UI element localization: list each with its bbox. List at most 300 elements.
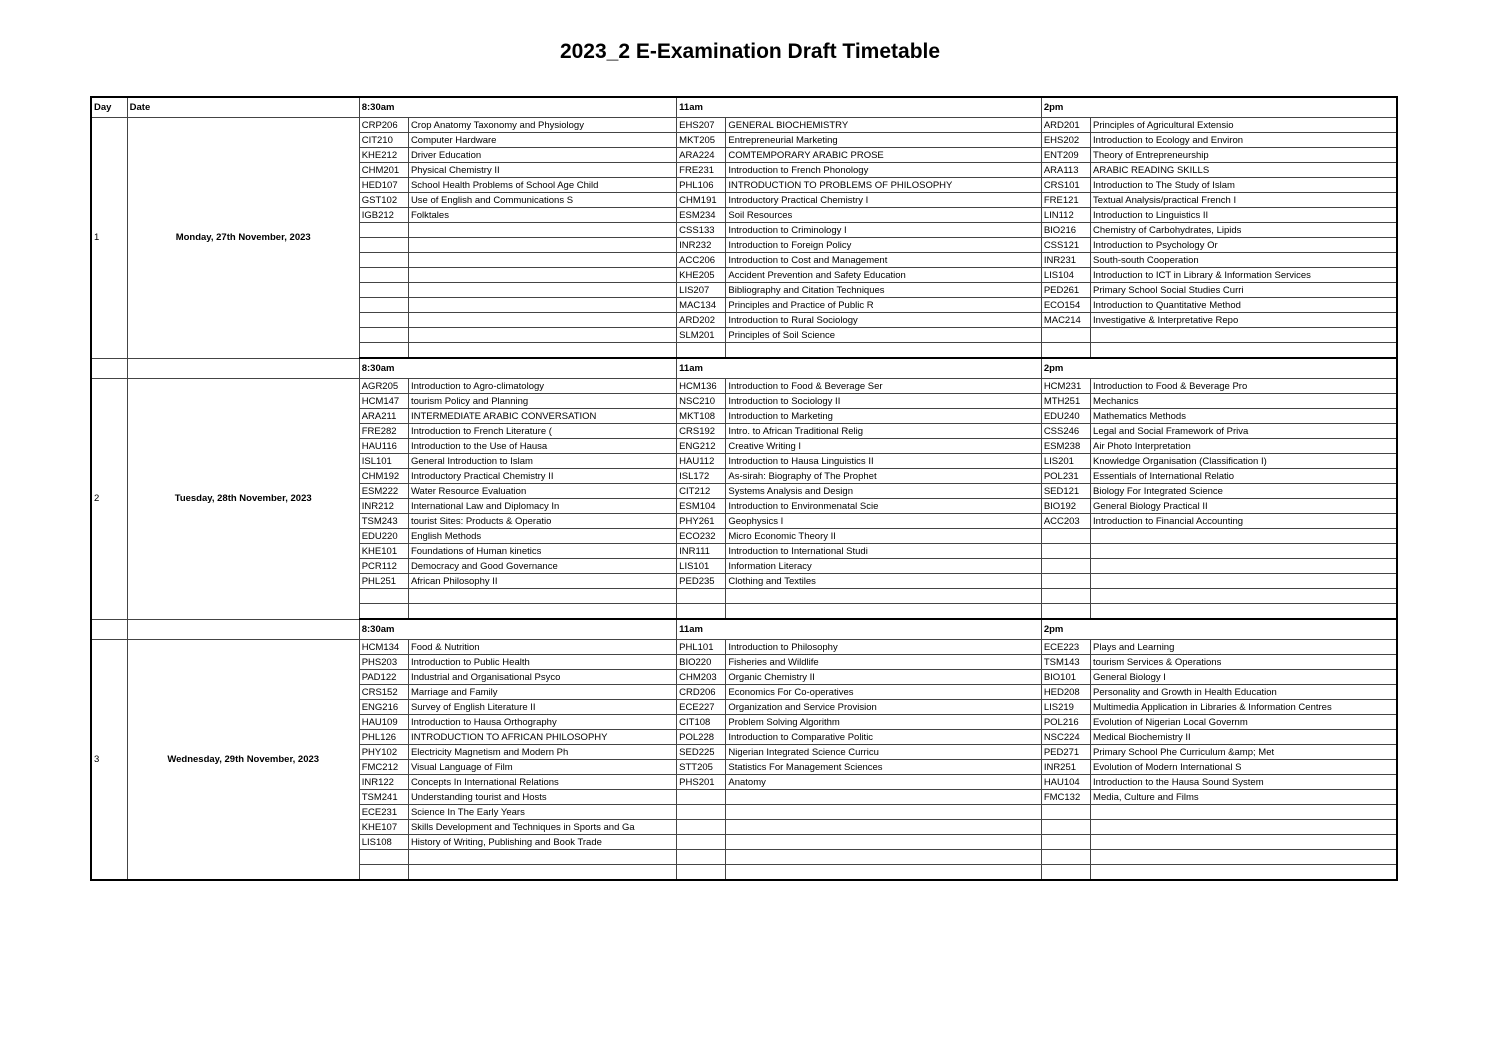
course-title: Plays and Learning: [1091, 640, 1397, 655]
course-title: Soil Resources: [726, 208, 1041, 223]
course-title: INTRODUCTION TO PROBLEMS OF PHILOSOPHY: [726, 178, 1041, 193]
course-code: [1041, 865, 1090, 881]
course-title: [408, 343, 676, 359]
course-title: Medical Biochemistry II: [1091, 730, 1397, 745]
course-title: Air Photo Interpretation: [1091, 439, 1397, 454]
course-title: Principles and Practice of Public R: [726, 298, 1041, 313]
course-code: ARD201: [1041, 118, 1090, 133]
course-code: LIS207: [677, 283, 726, 298]
course-title: [1091, 529, 1397, 544]
course-title: Bibliography and Citation Techniques: [726, 283, 1041, 298]
course-code: [1041, 604, 1090, 620]
course-title: Primary School Phe Curriculum &amp; Met: [1091, 745, 1397, 760]
course-code: [677, 604, 726, 620]
course-code: CIT212: [677, 484, 726, 499]
course-code: CHM192: [359, 469, 408, 484]
course-code: PHL106: [677, 178, 726, 193]
course-title: [1091, 574, 1397, 589]
header-slot-2pm: 2pm: [1041, 97, 1397, 118]
header-slot-830am: 8:30am: [359, 97, 676, 118]
course-title: As-sirah: Biography of The Prophet: [726, 469, 1041, 484]
course-code: HED107: [359, 178, 408, 193]
course-code: INR212: [359, 499, 408, 514]
course-title: Introduction to French Phonology: [726, 163, 1041, 178]
course-title: Introductory Practical Chemistry II: [408, 469, 676, 484]
course-code: ISL101: [359, 454, 408, 469]
course-code: HCM136: [677, 379, 726, 394]
course-title: Introduction to The Study of Islam: [1091, 178, 1397, 193]
header-slot-11am: 11am: [677, 97, 1042, 118]
course-title: International Law and Diplomacy In: [408, 499, 676, 514]
course-code: HAU104: [1041, 775, 1090, 790]
course-code: CHM201: [359, 163, 408, 178]
course-code: [359, 328, 408, 343]
course-code: ARA224: [677, 148, 726, 163]
course-code: BIO101: [1041, 670, 1090, 685]
course-title: [726, 343, 1041, 359]
course-title: Introduction to Linguistics II: [1091, 208, 1397, 223]
course-title: ARABIC READING SKILLS: [1091, 163, 1397, 178]
course-title: Crop Anatomy Taxonomy and Physiology: [408, 118, 676, 133]
course-code: [359, 589, 408, 604]
course-title: [408, 604, 676, 620]
course-title: Introduction to Food & Beverage Ser: [726, 379, 1041, 394]
empty-cell: [91, 358, 127, 379]
course-title: Introduction to Financial Accounting: [1091, 514, 1397, 529]
course-code: EHS202: [1041, 133, 1090, 148]
course-title: Computer Hardware: [408, 133, 676, 148]
course-title: Understanding tourist and Hosts: [408, 790, 676, 805]
course-title: [408, 253, 676, 268]
exam-date: Monday, 27th November, 2023: [127, 118, 359, 359]
header-row: [91, 97, 1397, 118]
course-code: LIN112: [1041, 208, 1090, 223]
course-title: Electricity Magnetism and Modern Ph: [408, 745, 676, 760]
course-title: Physical Chemistry II: [408, 163, 676, 178]
course-code: EDU240: [1041, 409, 1090, 424]
course-code: [359, 223, 408, 238]
course-code: [1041, 805, 1090, 820]
course-title: Personality and Growth in Health Education: [1091, 685, 1397, 700]
course-title: Mechanics: [1091, 394, 1397, 409]
course-title: Introduction to Hausa Linguistics II: [726, 454, 1041, 469]
slot-header-row: [91, 619, 1397, 640]
slot-header-row: [91, 358, 1397, 379]
course-code: ECE223: [1041, 640, 1090, 655]
course-code: ACC203: [1041, 514, 1090, 529]
course-title: Introduction to Environmenatal Scie: [726, 499, 1041, 514]
course-code: PAD122: [359, 670, 408, 685]
day-number: 1: [91, 118, 127, 359]
course-code: PHL251: [359, 574, 408, 589]
course-title: INTRODUCTION TO AFRICAN PHILOSOPHY: [408, 730, 676, 745]
course-title: Evolution of Nigerian Local Governm: [1091, 715, 1397, 730]
course-title: tourism Services & Operations: [1091, 655, 1397, 670]
course-code: [1041, 328, 1090, 343]
course-title: History of Writing, Publishing and Book Trade: [408, 835, 676, 850]
course-title: [1091, 544, 1397, 559]
course-code: CHM203: [677, 670, 726, 685]
course-title: Water Resource Evaluation: [408, 484, 676, 499]
course-title: Introduction to Ecology and Environ: [1091, 133, 1397, 148]
course-title: [408, 223, 676, 238]
course-code: [1041, 559, 1090, 574]
course-code: ARA211: [359, 409, 408, 424]
empty-cell: [91, 619, 127, 640]
course-code: [1041, 343, 1090, 359]
course-title: [408, 268, 676, 283]
course-code: [677, 850, 726, 865]
course-title: [408, 850, 676, 865]
course-title: Economics For Co-operatives: [726, 685, 1041, 700]
course-code: IGB212: [359, 208, 408, 223]
course-code: PHS201: [677, 775, 726, 790]
course-title: Introduction to ICT in Library & Information Services: [1091, 268, 1397, 283]
course-code: HAU109: [359, 715, 408, 730]
course-title: Survey of English Literature II: [408, 700, 676, 715]
course-title: Nigerian Integrated Science Curricu: [726, 745, 1041, 760]
course-code: POL228: [677, 730, 726, 745]
course-title: Driver Education: [408, 148, 676, 163]
course-code: LIS201: [1041, 454, 1090, 469]
course-code: [677, 343, 726, 359]
course-code: [359, 313, 408, 328]
course-title: Introduction to Foreign Policy: [726, 238, 1041, 253]
course-code: [1041, 544, 1090, 559]
course-title: Introduction to Marketing: [726, 409, 1041, 424]
course-title: Introduction to French Literature (: [408, 424, 676, 439]
course-title: [1091, 559, 1397, 574]
course-title: Media, Culture and Films: [1091, 790, 1397, 805]
course-title: Introduction to Philosophy: [726, 640, 1041, 655]
course-code: MKT108: [677, 409, 726, 424]
course-title: Fisheries and Wildlife: [726, 655, 1041, 670]
course-code: [677, 820, 726, 835]
course-code: [359, 865, 408, 881]
table-row: [91, 379, 1397, 394]
course-title: Knowledge Organisation (Classification I): [1091, 454, 1397, 469]
course-title: [1091, 805, 1397, 820]
header-date: Date: [127, 97, 359, 118]
course-title: [726, 604, 1041, 620]
course-title: Introduction to Psychology Or: [1091, 238, 1397, 253]
course-title: Intro. to African Traditional Relig: [726, 424, 1041, 439]
course-code: TSM241: [359, 790, 408, 805]
course-code: INR232: [677, 238, 726, 253]
slot-label: 2pm: [1041, 619, 1397, 640]
course-code: KHE107: [359, 820, 408, 835]
course-code: MTH251: [1041, 394, 1090, 409]
course-code: [677, 790, 726, 805]
course-title: Introduction to the Use of Hausa: [408, 439, 676, 454]
course-code: KHE212: [359, 148, 408, 163]
course-title: Essentials of International Relatio: [1091, 469, 1397, 484]
course-title: [1091, 343, 1397, 359]
course-title: Accident Prevention and Safety Education: [726, 268, 1041, 283]
course-title: [1091, 589, 1397, 604]
empty-cell: [127, 619, 359, 640]
course-title: Investigative & Interpretative Repo: [1091, 313, 1397, 328]
course-title: Introduction to Cost and Management: [726, 253, 1041, 268]
course-code: [359, 604, 408, 620]
course-title: [726, 589, 1041, 604]
exam-timetable: [90, 96, 1398, 881]
course-title: [726, 790, 1041, 805]
course-title: General Introduction to Islam: [408, 454, 676, 469]
course-code: ENT209: [1041, 148, 1090, 163]
course-code: MAC214: [1041, 313, 1090, 328]
course-code: CSS246: [1041, 424, 1090, 439]
course-title: tourism Policy and Planning: [408, 394, 676, 409]
course-title: Systems Analysis and Design: [726, 484, 1041, 499]
course-title: Entrepreneurial Marketing: [726, 133, 1041, 148]
course-code: [359, 283, 408, 298]
course-title: Introduction to Food & Beverage Pro: [1091, 379, 1397, 394]
course-code: [359, 238, 408, 253]
course-code: [677, 835, 726, 850]
slot-label: 8:30am: [359, 358, 676, 379]
course-code: PHL126: [359, 730, 408, 745]
course-title: [408, 589, 676, 604]
slot-label: 8:30am: [359, 619, 676, 640]
course-code: TSM243: [359, 514, 408, 529]
course-title: Introduction to Hausa Orthography: [408, 715, 676, 730]
course-title: African Philosophy II: [408, 574, 676, 589]
course-code: MAC134: [677, 298, 726, 313]
course-code: CIT108: [677, 715, 726, 730]
course-title: Chemistry of Carbohydrates, Lipids: [1091, 223, 1397, 238]
course-title: [408, 865, 676, 881]
course-code: CIT210: [359, 133, 408, 148]
course-code: CRS192: [677, 424, 726, 439]
timetable-body: [91, 97, 1397, 880]
course-title: [726, 805, 1041, 820]
course-code: KHE205: [677, 268, 726, 283]
course-title: [1091, 835, 1397, 850]
course-code: CRS101: [1041, 178, 1090, 193]
course-code: ECE227: [677, 700, 726, 715]
course-title: Clothing and Textiles: [726, 574, 1041, 589]
course-title: School Health Problems of School Age Child: [408, 178, 676, 193]
course-title: Introduction to Criminology I: [726, 223, 1041, 238]
course-title: Concepts In International Relations: [408, 775, 676, 790]
course-title: [408, 313, 676, 328]
course-title: Introductory Practical Chemistry I: [726, 193, 1041, 208]
course-code: INR251: [1041, 760, 1090, 775]
course-title: Industrial and Organisational Psyco: [408, 670, 676, 685]
course-code: ESM238: [1041, 439, 1090, 454]
course-code: CHM191: [677, 193, 726, 208]
course-code: ARD202: [677, 313, 726, 328]
course-code: INR122: [359, 775, 408, 790]
course-code: PHY102: [359, 745, 408, 760]
course-title: Introduction to the Hausa Sound System: [1091, 775, 1397, 790]
course-code: ISL172: [677, 469, 726, 484]
course-title: [726, 835, 1041, 850]
course-code: [359, 268, 408, 283]
course-code: [1041, 529, 1090, 544]
course-code: CRP206: [359, 118, 408, 133]
course-title: Mathematics Methods: [1091, 409, 1397, 424]
course-title: [1091, 328, 1397, 343]
course-code: CRS152: [359, 685, 408, 700]
course-title: INTERMEDIATE ARABIC CONVERSATION: [408, 409, 676, 424]
course-title: Introduction to Rural Sociology: [726, 313, 1041, 328]
day-number: 3: [91, 640, 127, 881]
course-code: BIO192: [1041, 499, 1090, 514]
course-code: BIO220: [677, 655, 726, 670]
course-code: CRD206: [677, 685, 726, 700]
course-code: MKT205: [677, 133, 726, 148]
day-number: 2: [91, 379, 127, 620]
course-title: Problem Solving Algorithm: [726, 715, 1041, 730]
course-title: Information Literacy: [726, 559, 1041, 574]
course-code: FRE282: [359, 424, 408, 439]
course-code: ECO154: [1041, 298, 1090, 313]
course-title: tourist Sites: Products & Operatio: [408, 514, 676, 529]
course-title: General Biology I: [1091, 670, 1397, 685]
course-code: ESM222: [359, 484, 408, 499]
course-title: General Biology Practical II: [1091, 499, 1397, 514]
course-code: KHE101: [359, 544, 408, 559]
course-code: GST102: [359, 193, 408, 208]
course-code: [1041, 820, 1090, 835]
course-title: Creative Writing I: [726, 439, 1041, 454]
course-title: Folktales: [408, 208, 676, 223]
course-title: [1091, 850, 1397, 865]
course-code: HCM231: [1041, 379, 1090, 394]
course-code: [359, 850, 408, 865]
course-code: [1041, 850, 1090, 865]
course-code: STT205: [677, 760, 726, 775]
course-code: HED208: [1041, 685, 1090, 700]
course-code: ECE231: [359, 805, 408, 820]
table-row: [91, 640, 1397, 655]
course-title: Anatomy: [726, 775, 1041, 790]
course-code: EDU220: [359, 529, 408, 544]
course-title: [726, 820, 1041, 835]
course-title: Introduction to Agro-climatology: [408, 379, 676, 394]
course-title: Introduction to Comparative Politic: [726, 730, 1041, 745]
course-title: Skills Development and Techniques in Sports and Ga: [408, 820, 676, 835]
course-code: ECO232: [677, 529, 726, 544]
course-title: [1091, 820, 1397, 835]
course-code: HCM147: [359, 394, 408, 409]
exam-date: Wednesday, 29th November, 2023: [127, 640, 359, 881]
course-code: CSS121: [1041, 238, 1090, 253]
course-code: AGR205: [359, 379, 408, 394]
course-code: [1041, 589, 1090, 604]
course-code: PED235: [677, 574, 726, 589]
course-code: SED225: [677, 745, 726, 760]
course-code: FRE231: [677, 163, 726, 178]
course-code: ESM104: [677, 499, 726, 514]
course-code: POL216: [1041, 715, 1090, 730]
slot-label: 2pm: [1041, 358, 1397, 379]
course-code: BIO216: [1041, 223, 1090, 238]
course-title: COMTEMPORARY ARABIC PROSE: [726, 148, 1041, 163]
course-title: Theory of Entrepreneurship: [1091, 148, 1397, 163]
course-title: South-south Cooperation: [1091, 253, 1397, 268]
course-code: HAU116: [359, 439, 408, 454]
course-code: LIS219: [1041, 700, 1090, 715]
course-code: [359, 298, 408, 313]
table-row: [91, 118, 1397, 133]
course-code: NSC224: [1041, 730, 1090, 745]
course-code: [359, 253, 408, 268]
course-title: [726, 865, 1041, 881]
course-code: [1041, 835, 1090, 850]
course-code: HCM134: [359, 640, 408, 655]
course-code: INR231: [1041, 253, 1090, 268]
course-code: PHY261: [677, 514, 726, 529]
course-title: Micro Economic Theory II: [726, 529, 1041, 544]
slot-label: 11am: [677, 619, 1042, 640]
course-code: PHL101: [677, 640, 726, 655]
course-title: Use of English and Communications S: [408, 193, 676, 208]
course-code: ACC206: [677, 253, 726, 268]
empty-cell: [127, 358, 359, 379]
exam-date: Tuesday, 28th November, 2023: [127, 379, 359, 620]
course-code: POL231: [1041, 469, 1090, 484]
course-code: PED271: [1041, 745, 1090, 760]
course-title: Introduction to Sociology II: [726, 394, 1041, 409]
course-code: SLM201: [677, 328, 726, 343]
course-title: Visual Language of Film: [408, 760, 676, 775]
course-title: Introduction to International Studi: [726, 544, 1041, 559]
course-code: FMC132: [1041, 790, 1090, 805]
course-code: [359, 343, 408, 359]
course-code: FRE121: [1041, 193, 1090, 208]
course-code: ARA113: [1041, 163, 1090, 178]
course-title: GENERAL BIOCHEMISTRY: [726, 118, 1041, 133]
course-title: Introduction to Public Health: [408, 655, 676, 670]
course-code: CSS133: [677, 223, 726, 238]
course-title: [408, 238, 676, 253]
course-title: [1091, 604, 1397, 620]
course-title: [1091, 865, 1397, 881]
course-code: ENG212: [677, 439, 726, 454]
course-title: Statistics For Management Sciences: [726, 760, 1041, 775]
course-title: [408, 298, 676, 313]
course-title: Evolution of Modern International S: [1091, 760, 1397, 775]
course-title: Organic Chemistry II: [726, 670, 1041, 685]
course-title: Principles of Agricultural Extensio: [1091, 118, 1397, 133]
course-code: [1041, 574, 1090, 589]
course-title: Science In The Early Years: [408, 805, 676, 820]
course-title: English Methods: [408, 529, 676, 544]
course-code: LIS108: [359, 835, 408, 850]
course-title: Principles of Soil Science: [726, 328, 1041, 343]
course-code: EHS207: [677, 118, 726, 133]
course-code: SED121: [1041, 484, 1090, 499]
course-code: NSC210: [677, 394, 726, 409]
course-code: [677, 805, 726, 820]
course-code: PHS203: [359, 655, 408, 670]
course-title: Organization and Service Provision: [726, 700, 1041, 715]
course-title: [408, 283, 676, 298]
course-title: Primary School Social Studies Curri: [1091, 283, 1397, 298]
course-title: Democracy and Good Governance: [408, 559, 676, 574]
course-title: Geophysics I: [726, 514, 1041, 529]
course-code: HAU112: [677, 454, 726, 469]
course-title: Marriage and Family: [408, 685, 676, 700]
course-title: Introduction to Quantitative Method: [1091, 298, 1397, 313]
course-code: PED261: [1041, 283, 1090, 298]
course-code: LIS104: [1041, 268, 1090, 283]
course-code: TSM143: [1041, 655, 1090, 670]
course-code: PCR112: [359, 559, 408, 574]
